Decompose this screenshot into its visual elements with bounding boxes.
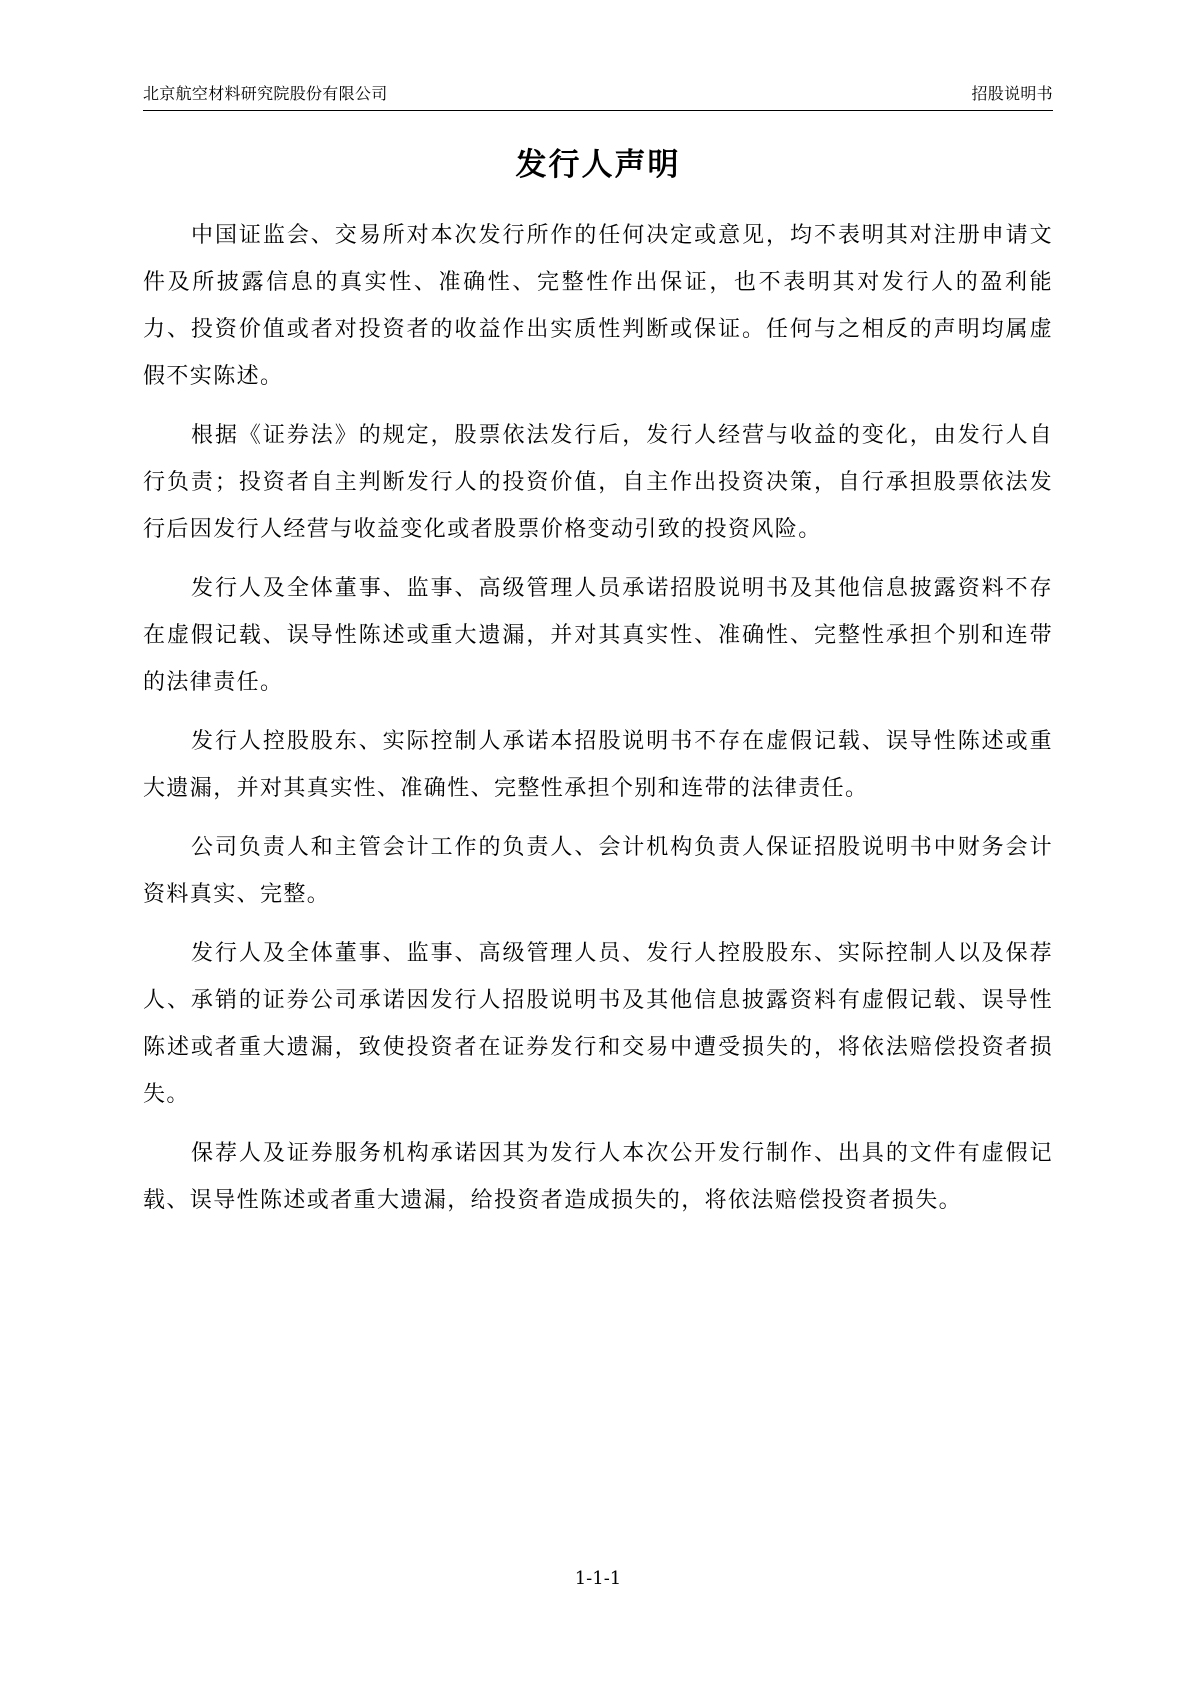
page-title: 发行人声明 xyxy=(515,147,681,183)
header-company-name: 北京航空材料研究院股份有限公司 xyxy=(143,84,388,103)
paragraph-regulator-disclaimer: 中国证监会、交易所对本次发行所作的任何决定或意见，均不表明其对注册申请文件及所披露信息的真实性、准确性、完整性作出保证，也不表明其对发行人的盈利能力、投资价值或者对投资者的收益作出实质性判断或保证。任何与之相反的声明均属虚假不实陈述。 xyxy=(143,223,1053,389)
page-header xyxy=(143,82,1053,111)
paragraph-financial-accuracy: 公司负责人和主管会计工作的负责人、会计机构负责人保证招股说明书中财务会计资料真实、完整。 xyxy=(143,835,1053,907)
declaration-body xyxy=(143,212,1053,1236)
paragraph-controller-commitment: 发行人控股股东、实际控制人承诺本招股说明书不存在虚假记载、误导性陈述或重大遗漏，并对其真实性、准确性、完整性承担个别和连带的法律责任。 xyxy=(143,729,1053,801)
page-number: 1-1-1 xyxy=(574,1568,622,1589)
paragraph-directors-commitment: 发行人及全体董事、监事、高级管理人员承诺招股说明书及其他信息披露资料不存在虚假记载、误导性陈述或重大遗漏，并对其真实性、准确性、完整性承担个别和连带的法律责任。 xyxy=(143,576,1053,695)
paragraph-sponsor-commitment: 保荐人及证券服务机构承诺因其为发行人本次公开发行制作、出具的文件有虚假记载、误导性陈述或者重大遗漏，给投资者造成损失的，将依法赔偿投资者损失。 xyxy=(143,1141,1053,1213)
header-document-type: 招股说明书 xyxy=(971,84,1053,103)
paragraph-investment-risk: 根据《证券法》的规定，股票依法发行后，发行人经营与收益的变化，由发行人自行负责；投资者自主判断发行人的投资价值，自主作出投资决策，自行承担股票依法发行后因发行人经营与收益变化或者股票价格变动引致的投资风险。 xyxy=(143,423,1053,542)
paragraph-compensation-commitment: 发行人及全体董事、监事、高级管理人员、发行人控股股东、实际控制人以及保荐人、承销的证券公司承诺因发行人招股说明书及其他信息披露资料有虚假记载、误导性陈述或者重大遗漏，致使投资者在证券发行和交易中遭受损失的，将依法赔偿投资者损失。 xyxy=(143,941,1053,1107)
